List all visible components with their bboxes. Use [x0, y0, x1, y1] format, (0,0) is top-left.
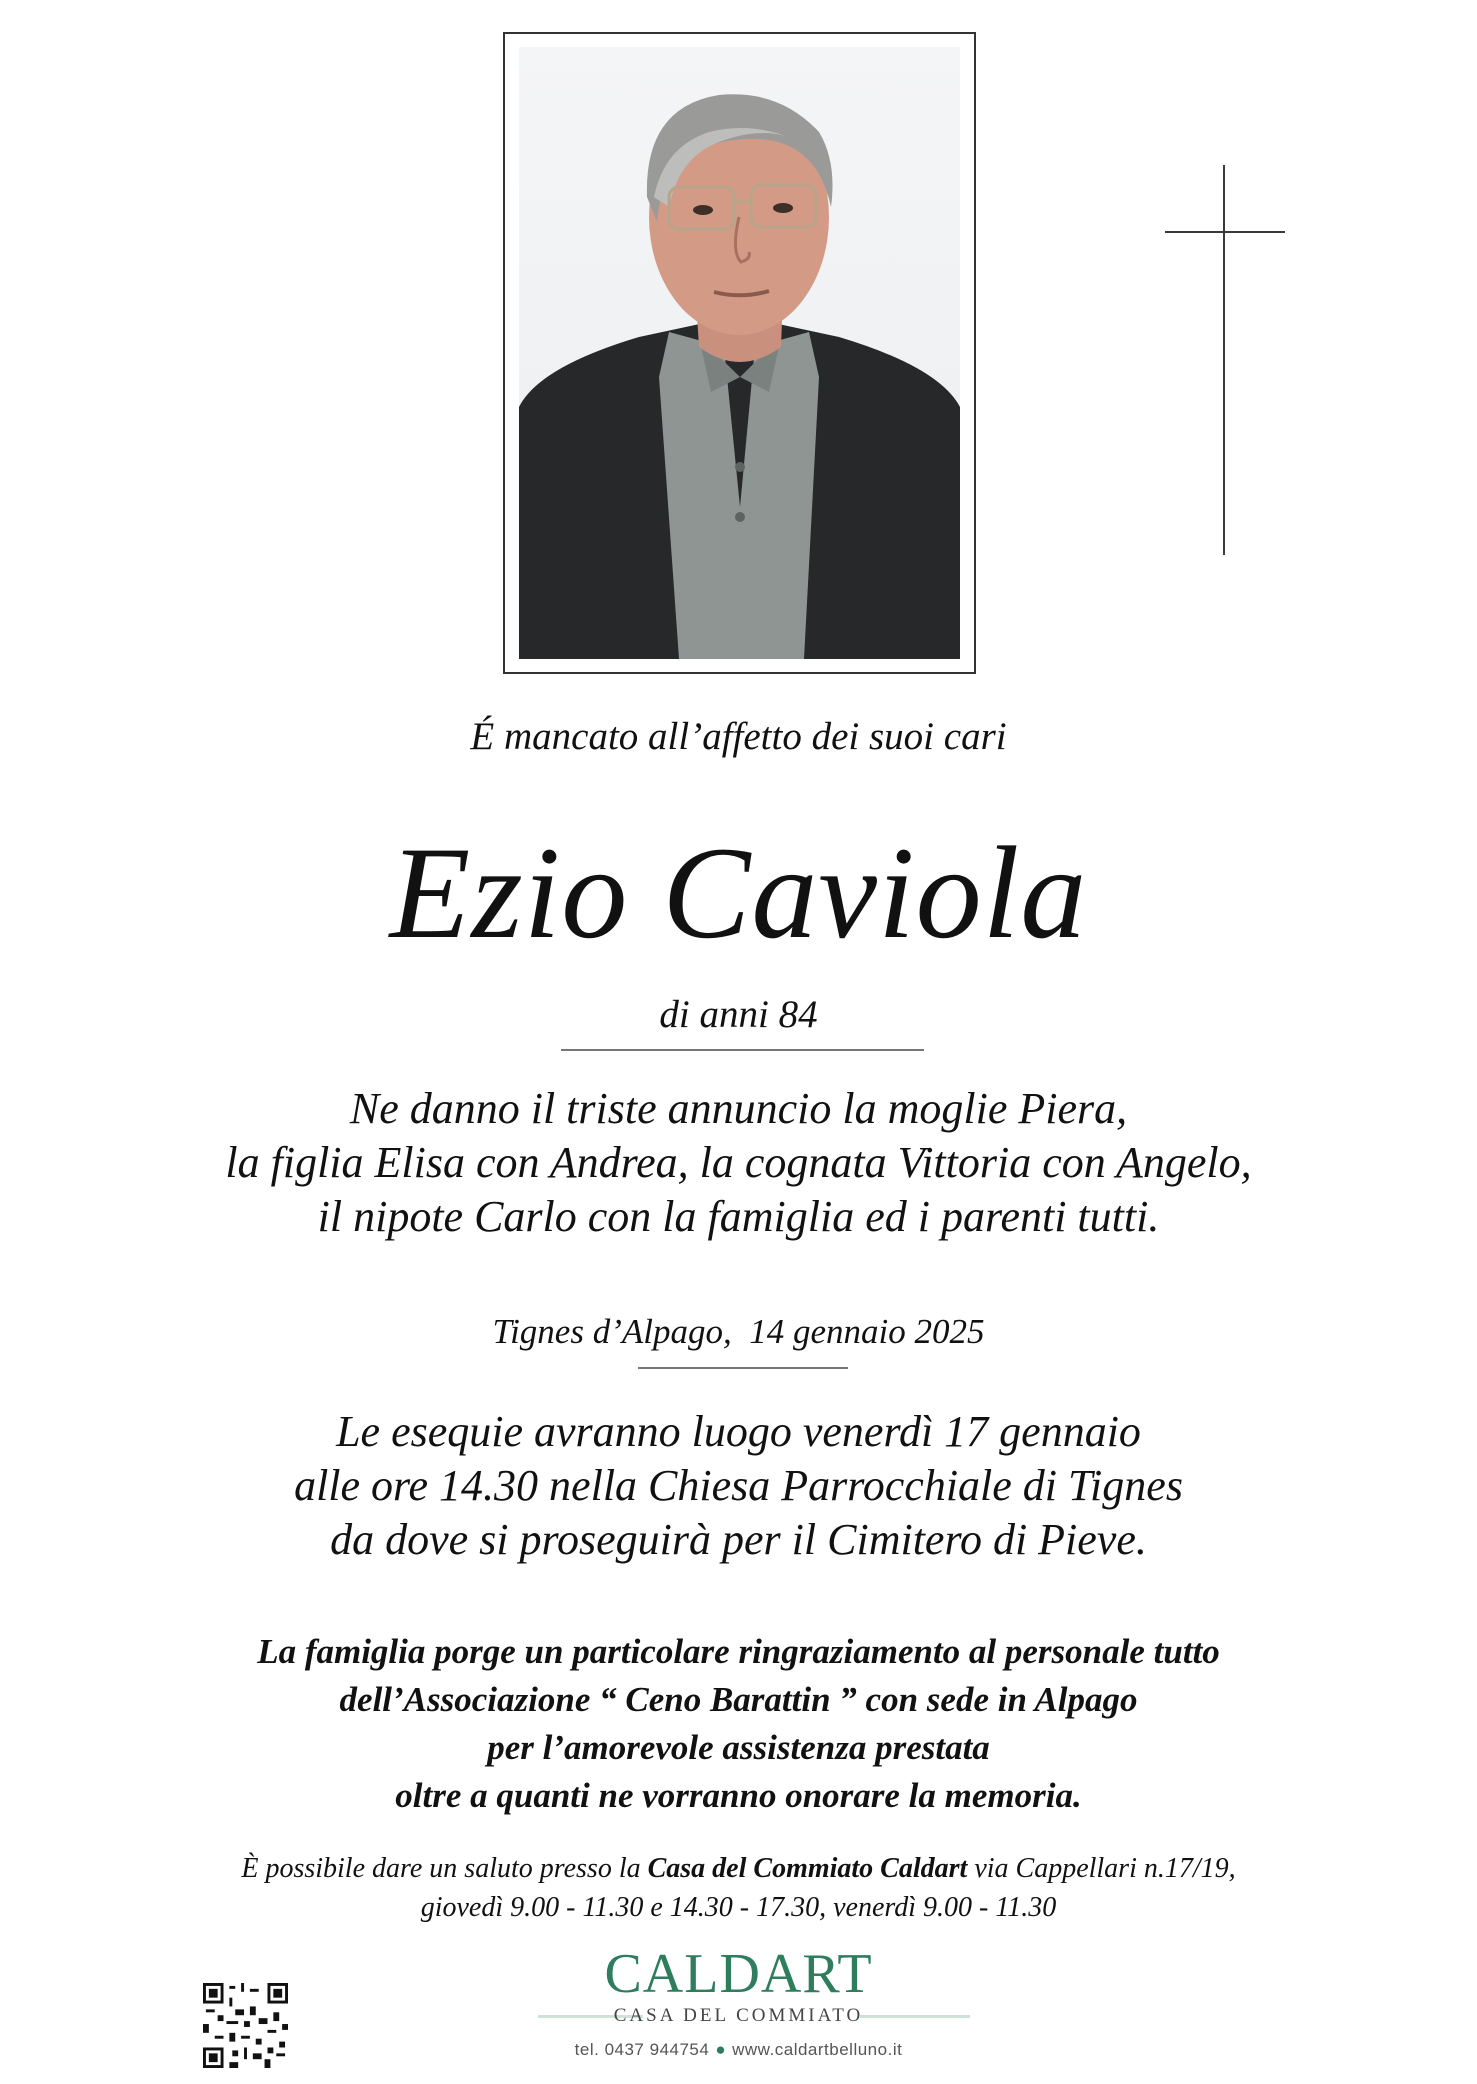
website-link[interactable]: www.caldartbelluno.it	[732, 2040, 903, 2059]
intro-text: É mancato all’affetto dei suoi cari	[470, 715, 1007, 758]
thanks-line: La famiglia porge un particolare ringraziamento al personale tutto	[257, 1632, 1220, 1671]
logo-tagline: CASA DEL COMMIATO	[613, 2005, 864, 2026]
caldart-logo: CALDART	[604, 1943, 873, 2005]
announcement-line: Ne danno il triste annuncio la moglie Piera,	[349, 1084, 1128, 1133]
thanks-line: oltre a quanti ne vorranno onorare la memoria.	[395, 1776, 1082, 1815]
phone-number: tel. 0437 944754	[574, 2040, 710, 2059]
visit-hours: giovedì 9.00 - 11.30 e 14.30 - 17.30, venerdì 9.00 - 11.30	[420, 1892, 1057, 1923]
announcement-line: la figlia Elisa con Andrea, la cognata Vittoria con Angelo,	[225, 1138, 1252, 1187]
cross-horizontal	[1165, 231, 1285, 233]
thanks-line: per l’amorevole assistenza prestata	[487, 1728, 990, 1767]
portrait-illustration	[519, 47, 960, 659]
funeral-line: alle ore 14.30 nella Chiesa Parrocchiale di Tignes	[294, 1461, 1183, 1510]
visit-info	[0, 1849, 1477, 1927]
cross-vertical	[1223, 165, 1225, 555]
visit-line	[0, 1849, 1477, 1888]
contact-line	[0, 2040, 1477, 2060]
announcement	[0, 1082, 1477, 1244]
visit-prefix: È possibile dare un saluto presso la	[241, 1853, 648, 1884]
funeral-line: Le esequie avranno luogo venerdì 17 gennaio	[336, 1407, 1141, 1456]
separator-dot-icon: ●	[715, 2040, 727, 2059]
portrait-photo	[519, 47, 960, 659]
thanks-text	[0, 1628, 1477, 1820]
visit-venue: Casa del Commiato Caldart	[647, 1853, 968, 1884]
funeral-info	[0, 1405, 1477, 1567]
age-text: di anni 84	[659, 993, 818, 1036]
visit-suffix: via Cappellari n.17/19,	[967, 1853, 1236, 1884]
divider	[638, 1367, 848, 1369]
deceased-name: Ezio Caviola	[389, 819, 1088, 966]
thanks-line: dell’Associazione “ Ceno Barattin ” con sede in Alpago	[339, 1680, 1138, 1719]
portrait-frame	[503, 32, 976, 674]
funeral-line: da dove si proseguirà per il Cimitero di Pieve.	[330, 1515, 1147, 1564]
place-date: Tignes d’Alpago, 14 gennaio 2025	[492, 1312, 985, 1351]
announcement-line: il nipote Carlo con la famiglia ed i parenti tutti.	[317, 1192, 1160, 1241]
divider	[561, 1049, 924, 1051]
